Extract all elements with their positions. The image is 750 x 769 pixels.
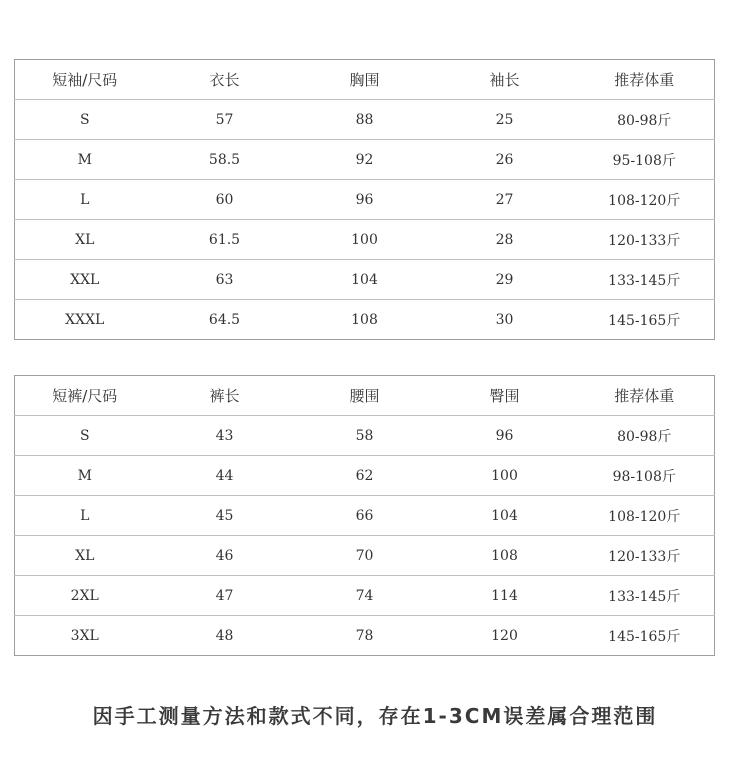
- cell-length: 48: [155, 616, 295, 656]
- cell-hip: 96: [435, 416, 575, 456]
- cell-size: XL: [15, 536, 155, 576]
- cell-weight: 120-133斤: [575, 536, 715, 576]
- cell-size: S: [15, 100, 155, 140]
- cell-length: 47: [155, 576, 295, 616]
- cell-size: M: [15, 140, 155, 180]
- cell-weight: 133-145斤: [575, 576, 715, 616]
- cell-chest: 96: [295, 180, 435, 220]
- table-row: [15, 180, 715, 220]
- header-cell-chest: 胸围: [295, 60, 435, 100]
- cell-hip: 100: [435, 456, 575, 496]
- header-cell-weight: 推荐体重: [575, 60, 715, 100]
- cell-waist: 58: [295, 416, 435, 456]
- cell-length: 45: [155, 496, 295, 536]
- cell-size: L: [15, 496, 155, 536]
- cell-length: 57: [155, 100, 295, 140]
- table-row: [15, 416, 715, 456]
- cell-waist: 66: [295, 496, 435, 536]
- cell-length: 44: [155, 456, 295, 496]
- cell-weight: 145-165斤: [575, 616, 715, 656]
- cell-weight: 80-98斤: [575, 100, 715, 140]
- table-row: [15, 496, 715, 536]
- cell-weight: 145-165斤: [575, 300, 715, 340]
- table-row: [15, 260, 715, 300]
- cell-chest: 88: [295, 100, 435, 140]
- cell-sleeve: 28: [435, 220, 575, 260]
- cell-weight: 108-120斤: [575, 496, 715, 536]
- table-header-row: [15, 376, 715, 416]
- cell-size: XXXL: [15, 300, 155, 340]
- shorts-size-table: [14, 375, 715, 656]
- header-cell-length: 裤长: [155, 376, 295, 416]
- measurement-tolerance-note: 因手工测量方法和款式不同，存在1-3CM误差属合理范围: [92, 704, 658, 728]
- header-cell-size: 短裤/尺码: [15, 376, 155, 416]
- cell-waist: 74: [295, 576, 435, 616]
- cell-size: L: [15, 180, 155, 220]
- cell-size: 2XL: [15, 576, 155, 616]
- table-row: [15, 220, 715, 260]
- cell-length: 43: [155, 416, 295, 456]
- table-row: [15, 576, 715, 616]
- cell-chest: 92: [295, 140, 435, 180]
- header-cell-waist: 腰围: [295, 376, 435, 416]
- cell-weight: 120-133斤: [575, 220, 715, 260]
- cell-weight: 133-145斤: [575, 260, 715, 300]
- cell-length: 60: [155, 180, 295, 220]
- cell-hip: 120: [435, 616, 575, 656]
- table-row: [15, 300, 715, 340]
- cell-length: 63: [155, 260, 295, 300]
- header-cell-length: 衣长: [155, 60, 295, 100]
- cell-weight: 95-108斤: [575, 140, 715, 180]
- cell-size: 3XL: [15, 616, 155, 656]
- cell-size: M: [15, 456, 155, 496]
- table-row: [15, 456, 715, 496]
- cell-waist: 62: [295, 456, 435, 496]
- header-cell-size: 短袖/尺码: [15, 60, 155, 100]
- cell-chest: 100: [295, 220, 435, 260]
- cell-sleeve: 26: [435, 140, 575, 180]
- table-row: [15, 536, 715, 576]
- cell-size: XXL: [15, 260, 155, 300]
- cell-sleeve: 30: [435, 300, 575, 340]
- cell-chest: 104: [295, 260, 435, 300]
- cell-chest: 108: [295, 300, 435, 340]
- cell-size: XL: [15, 220, 155, 260]
- cell-weight: 98-108斤: [575, 456, 715, 496]
- cell-waist: 70: [295, 536, 435, 576]
- header-cell-weight: 推荐体重: [575, 376, 715, 416]
- cell-length: 61.5: [155, 220, 295, 260]
- cell-hip: 114: [435, 576, 575, 616]
- cell-size: S: [15, 416, 155, 456]
- cell-length: 46: [155, 536, 295, 576]
- cell-weight: 80-98斤: [575, 416, 715, 456]
- cell-hip: 108: [435, 536, 575, 576]
- header-cell-hip: 臀围: [435, 376, 575, 416]
- table-row: [15, 616, 715, 656]
- cell-waist: 78: [295, 616, 435, 656]
- cell-hip: 104: [435, 496, 575, 536]
- cell-length: 64.5: [155, 300, 295, 340]
- table-row: [15, 100, 715, 140]
- cell-length: 58.5: [155, 140, 295, 180]
- cell-sleeve: 27: [435, 180, 575, 220]
- table-header-row: [15, 60, 715, 100]
- header-cell-sleeve: 袖长: [435, 60, 575, 100]
- cell-sleeve: 29: [435, 260, 575, 300]
- table-row: [15, 140, 715, 180]
- cell-sleeve: 25: [435, 100, 575, 140]
- tops-size-table: [14, 59, 715, 340]
- cell-weight: 108-120斤: [575, 180, 715, 220]
